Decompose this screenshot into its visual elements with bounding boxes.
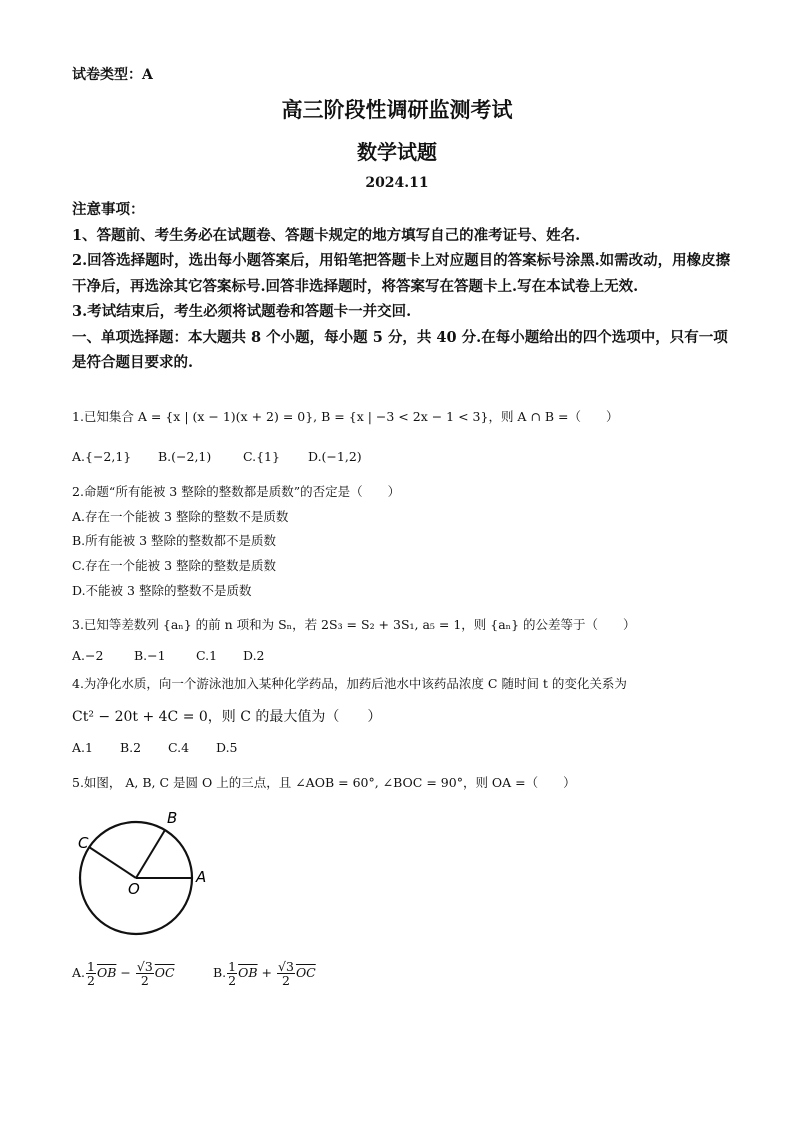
option-a-prefix: A. bbox=[72, 965, 86, 980]
paper-type: 试卷类型：A bbox=[72, 67, 153, 83]
question-1-option-d: D.(−1,2) bbox=[308, 449, 362, 464]
label-a: A bbox=[196, 868, 207, 886]
question-3-option-c: C.1 bbox=[196, 648, 218, 663]
question-4-option-a: A.1 bbox=[72, 740, 93, 755]
notes-heading: 注意事项： bbox=[72, 201, 145, 218]
segment-oc bbox=[89, 847, 136, 878]
question-2-stem: 2.命题“所有能被 3 整除的整数都是质数”的否定是（ ） bbox=[72, 484, 401, 499]
question-1-option-a: A.{−2,1} bbox=[72, 449, 132, 464]
notes-block bbox=[72, 197, 732, 376]
question-3-option-d: D.2 bbox=[243, 648, 265, 663]
question-1-option-c: C.{1} bbox=[243, 449, 280, 464]
question-2-option-d: D.不能被 3 整除的整数不是质数 bbox=[72, 583, 252, 598]
question-3-stem: 3.已知等差数列 {aₙ} 的前 n 项和为 Sₙ，若 2S₃ = S₂ + 3S₁, a₅ = 1，则 {aₙ} 的公差等于（ ） bbox=[72, 617, 636, 632]
question-4-stem-line-2: Ct² − 20t + 4C = 0，则 C 的最大值为（ ） bbox=[72, 709, 382, 725]
question-2-option-b: B.所有能被 3 整除的整数都不是质数 bbox=[72, 533, 277, 548]
note-item-2: 2.回答选择题时，选出每小题答案后，用铅笔把答题卡上对应题目的答案标号涂黑.如需改动，用橡皮擦干净后，再选涂其它答案标号.回答非选择题时，将答案写在答题卡上.写在本试卷上无效. bbox=[72, 252, 731, 295]
question-3-option-a: A.−2 bbox=[72, 648, 104, 663]
operator: − bbox=[120, 965, 131, 980]
fraction-sqrt3-2: $\frac{√3}{2}$ bbox=[136, 959, 153, 988]
segment-ob bbox=[136, 830, 165, 878]
question-2-option-c: C.存在一个能被 3 整除的整数是质数 bbox=[72, 558, 276, 573]
exam-subtitle: 数学试题 bbox=[357, 140, 437, 164]
exam-date: 2024.11 bbox=[365, 175, 429, 191]
question-1-stem: 1.已知集合 A = {x | (x − 1)(x + 2) = 0}, B = {x | −3 < 2x − 1 < 3}，则 A ∩ B =（ ） bbox=[72, 409, 619, 424]
vector-ob: $\overline{OB}$ bbox=[238, 965, 258, 980]
section-heading: 一、单项选择题：本大题共 8 个小题，每小题 5 分，共 40 分.在每小题给出的四个选项中，只有一项是符合题目要求的. bbox=[72, 328, 728, 371]
question-3-option-b: B.−1 bbox=[134, 648, 166, 663]
question-5-stem: 5.如图， A, B, C 是圆 O 上的三点，且 ∠AOB = 60°, ∠BOC = 90°，则 OA =（ ） bbox=[72, 775, 576, 790]
label-c: C bbox=[78, 834, 89, 852]
question-4-option-b: B.2 bbox=[120, 740, 142, 755]
vector-oc: $\overline{OC}$ bbox=[295, 965, 316, 980]
question-2-option-a: A.存在一个能被 3 整除的整数不是质数 bbox=[72, 509, 289, 524]
label-o: O bbox=[128, 880, 140, 898]
note-item-1: 1、答题前、考生务必在试题卷、答题卡规定的地方填写自己的准考证号、姓名. bbox=[72, 226, 581, 244]
vector-oc: $\overline{OC}$ bbox=[154, 965, 175, 980]
circle-figure bbox=[70, 806, 220, 946]
fraction-1-2: $\frac{1}{2}$ bbox=[87, 959, 95, 988]
option-b-prefix: B. bbox=[213, 965, 227, 980]
question-4-option-c: C.4 bbox=[168, 740, 190, 755]
vector-ob: $\overline{OB}$ bbox=[96, 965, 117, 980]
question-5-option-b bbox=[213, 960, 316, 987]
label-b: B bbox=[167, 809, 178, 827]
operator: + bbox=[261, 965, 273, 980]
fraction-1-2: $\frac{1}{2}$ bbox=[228, 959, 237, 988]
question-5-option-a bbox=[72, 960, 175, 987]
question-1-option-b: B.(−2,1) bbox=[158, 449, 212, 464]
fraction-sqrt3-2: $\frac{√3}{2}$ bbox=[278, 959, 294, 988]
question-4-stem-line-1: 4.为净化水质，向一个游泳池加入某种化学药品，加药后池水中该药品浓度 C 随时间 t 的变化关系为 bbox=[72, 676, 627, 691]
note-item-3: 3.考试结束后，考生必须将试题卷和答题卡一并交回. bbox=[72, 303, 412, 320]
question-4-option-d: D.5 bbox=[216, 740, 238, 755]
exam-title: 高三阶段性调研监测考试 bbox=[281, 98, 513, 122]
